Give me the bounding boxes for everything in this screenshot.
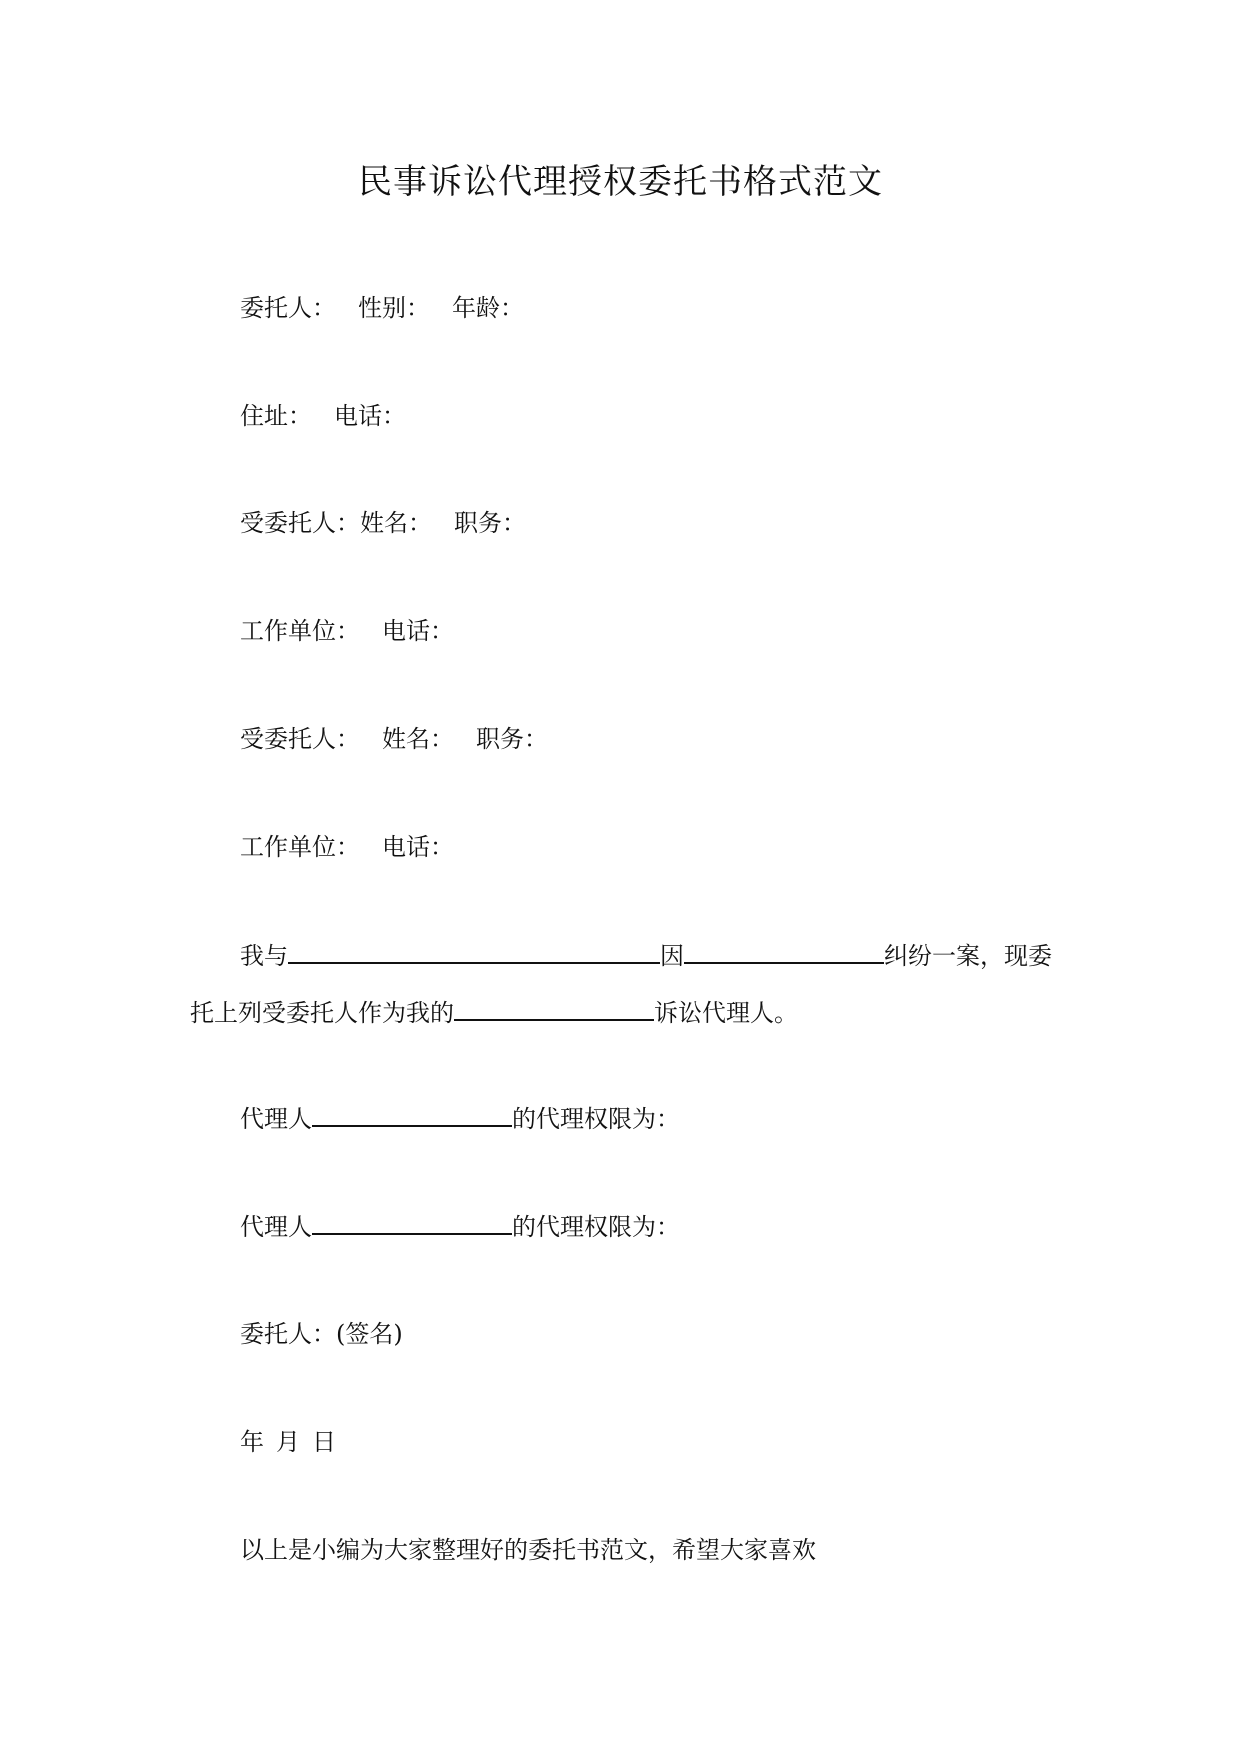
phone-label: 电话： xyxy=(334,402,406,430)
date-year: 年 xyxy=(240,1428,264,1456)
authority1-prefix: 代理人 xyxy=(240,1105,312,1133)
litigation-role-blank[interactable] xyxy=(454,997,654,1021)
agent2-workplace-label: 工作单位： xyxy=(240,833,360,861)
statement-part5: 诉讼代理人。 xyxy=(654,999,798,1027)
statement-part3: 纠纷一案，现委 xyxy=(884,942,1052,970)
authority1-line xyxy=(240,1103,680,1134)
agent1-name-label: 姓名： xyxy=(360,509,432,537)
agent1-label: 受委托人： xyxy=(240,509,360,537)
agent1-phone-label: 电话： xyxy=(382,617,454,645)
address-label: 住址： xyxy=(240,402,312,430)
principal-line xyxy=(240,293,524,323)
statement-line-2 xyxy=(190,997,798,1028)
date-month: 月 xyxy=(276,1428,300,1456)
signature-line: 委托人：(签名) xyxy=(240,1320,403,1348)
document-title: 民事诉讼代理授权委托书格式范文 xyxy=(358,162,883,202)
agent2-work-line xyxy=(240,832,454,862)
statement-part2: 因 xyxy=(660,942,684,970)
agent1-work-line xyxy=(240,616,454,646)
agent2-position-label: 职务： xyxy=(476,725,548,753)
authority2-suffix: 的代理权限为： xyxy=(512,1213,680,1241)
statement-line-1 xyxy=(240,940,1052,971)
agent2-name-blank[interactable] xyxy=(312,1211,512,1235)
agent2-name-label: 姓名： xyxy=(382,725,454,753)
agent2-label: 受委托人： xyxy=(240,725,360,753)
opposing-party-blank[interactable] xyxy=(288,940,660,964)
statement-part4: 托上列受委托人作为我的 xyxy=(190,999,454,1027)
agent2-phone-label: 电话： xyxy=(382,833,454,861)
closing-line: 以上是小编为大家整理好的委托书范文，希望大家喜欢 xyxy=(240,1536,816,1564)
date-day: 日 xyxy=(312,1428,336,1456)
statement-part1: 我与 xyxy=(240,942,288,970)
agent1-workplace-label: 工作单位： xyxy=(240,617,360,645)
dispute-type-blank[interactable] xyxy=(684,940,884,964)
agent1-line xyxy=(240,508,526,538)
agent1-position-label: 职务： xyxy=(454,509,526,537)
gender-label: 性别： xyxy=(358,294,430,322)
authority2-line xyxy=(240,1211,680,1242)
agent2-line xyxy=(240,724,548,754)
principal-contact-line xyxy=(240,401,406,431)
age-label: 年龄： xyxy=(452,294,524,322)
authority1-suffix: 的代理权限为： xyxy=(512,1105,680,1133)
principal-label: 委托人： xyxy=(240,294,336,322)
date-line xyxy=(240,1427,336,1457)
authority2-prefix: 代理人 xyxy=(240,1213,312,1241)
agent1-name-blank[interactable] xyxy=(312,1103,512,1127)
